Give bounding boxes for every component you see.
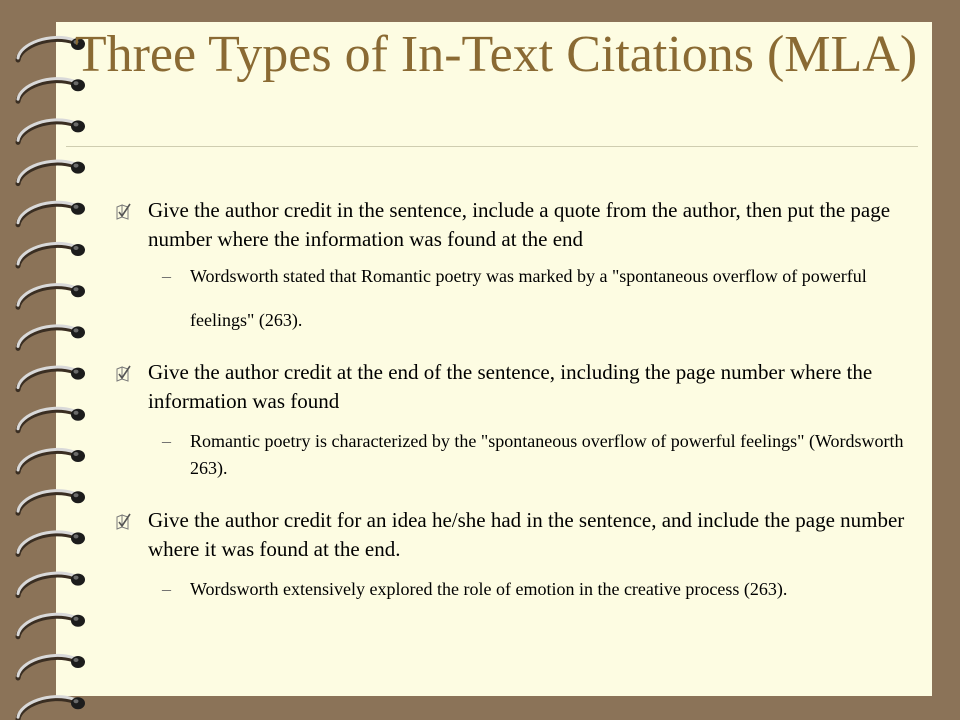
bullet-item-2	[110, 358, 910, 416]
title-divider	[66, 146, 918, 147]
spiral-ring-icon	[18, 491, 85, 514]
sub-text: Wordsworth stated that Romantic poetry was marked by a "spontaneous overflow of powerful feelings" (263).	[190, 266, 867, 330]
slide-title: Three Types of In-Text Citations (MLA)	[74, 26, 918, 83]
spiral-ring-icon	[18, 120, 85, 143]
sub-text: Romantic poetry is characterized by the "spontaneous overflow of powerful feelings" (Wordsworth 263).	[190, 431, 904, 478]
checkbox-check-icon	[114, 365, 132, 383]
spiral-ring-icon	[18, 697, 85, 720]
sub-item-1	[110, 254, 910, 342]
dash-marker: –	[162, 431, 171, 451]
spiral-ring-icon	[18, 285, 85, 308]
spiral-ring-icon	[18, 326, 85, 349]
bullet-item-3	[110, 506, 910, 564]
spiral-ring-icon	[18, 408, 85, 431]
spiral-ring-icon	[18, 449, 85, 472]
bullet-item-1	[110, 196, 910, 254]
spiral-ring-icon	[18, 655, 85, 678]
spiral-ring-icon	[18, 614, 85, 637]
dash-marker: –	[162, 579, 171, 599]
spiral-ring-icon	[18, 243, 85, 266]
sub-text: Wordsworth extensively explored the role of emotion in the creative process (263).	[190, 579, 788, 599]
spiral-ring-icon	[18, 532, 85, 555]
bullet-text: Give the author credit at the end of the sentence, including the page number where the information was found	[148, 360, 873, 413]
sub-item-2	[110, 428, 910, 482]
spiral-ring-icon	[18, 202, 85, 225]
dash-marker: –	[162, 266, 171, 286]
spiral-ring-icon	[18, 573, 85, 596]
bullet-list	[110, 196, 910, 603]
checkbox-check-icon	[114, 513, 132, 531]
sub-item-3	[110, 576, 910, 603]
spiral-ring-icon	[18, 367, 85, 390]
spiral-binding	[0, 0, 110, 720]
checkbox-check-icon	[114, 203, 132, 221]
spiral-ring-icon	[18, 161, 85, 184]
bullet-text: Give the author credit in the sentence, include a quote from the author, then put the page number where the information was found at the end	[148, 198, 891, 251]
bullet-text: Give the author credit for an idea he/she had in the sentence, and include the page number where it was found at the end.	[148, 508, 905, 561]
